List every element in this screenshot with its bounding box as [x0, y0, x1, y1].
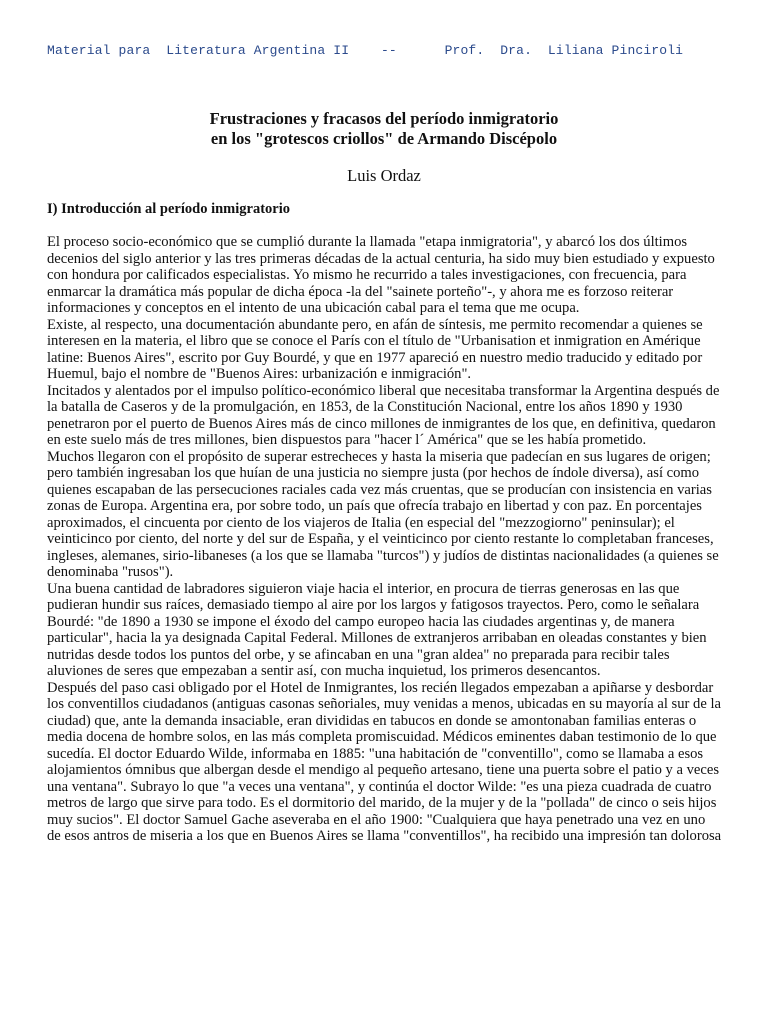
- paragraph: Muchos llegaron con el propósito de superar estrecheces y hasta la miseria que padecían en sus lugares de origen; pero también ingresaban los que huían de una justicia no siempre justa (por hechos de índole diversa), así como quienes escapaban de las persecuciones raciales cada vez más cruentas, que se producían con insistencia en varias zonas de Europa. Argentina era, por sobre todo, un país que ofrecía trabajo en libertad y con paz. En porcentajes aproximados, el cincuenta por ciento de los viajeros de Italia (en especial del "mezzogiorno" peninsular); el veinticinco por ciento, del norte y del sur de España, y el veinticinco por ciento restante lo completaban franceses, ingleses, alemanes, sirio-libaneses (a los que se llamaba "turcos") y judíos de distintas nacionalidades (a quienes se denominaba "rusos").: [47, 448, 719, 580]
- paragraph: Existe, al respecto, una documentación abundante pero, en afán de síntesis, me permito recomendar a quienes se interesen en la materia, el libro que se conoce el París con el título de "Urbanisation et inmigration en Amérique latine: Buenos Aires", escrito por Guy Bourdé, y que en 1977 apareció en nuestro medio traducido y editado por Huemul, bajo el nombre de "Buenos Aires: urbanización e inmigración".: [47, 316, 703, 382]
- title-line-2: en los "grotescos criollos" de Armando Discépolo: [210, 129, 558, 148]
- section-heading: I) Introducción al período inmigratorio: [47, 201, 291, 217]
- page-header: Material para Literatura Argentina II -- Prof. Dra. Liliana Pinciroli: [47, 43, 684, 58]
- paragraph: Una buena cantidad de labradores siguieron viaje hacia el interior, en procura de tierras generosas en las que pudieran hundir sus raíces, demasiado tiempo al aire por los largos y fatigosos trayectos. Pero, como le señalara Bourdé: "de 1890 a 1930 se impone el éxodo del campo europeo hacia las ciudades argentinas y, de manera particular", hacia la ya designada Capital Federal. Millones de extranjeros arribaban en oleadas constantes y bien nutridas desde todos los puntos del orbe, y se afincaban en una "gran aldea" no preparada para recibir tales aluviones de seres que empezaban a sentir así, con mucha inquietud, los primeros desencantos.: [47, 580, 707, 679]
- author-name: Luis Ordaz: [347, 166, 421, 185]
- paragraph: El proceso socio-económico que se cumplió durante la llamada "etapa inmigratoria", y abarcó los dos últimos decenios del siglo anterior y las tres primeras décadas de la actual centuria, ha sido muy bien estudiado y expuesto con hondura por calificados especialistas. Yo mismo he recurrido a tales investigaciones, con frecuencia, para enmarcar la dramática más popular de dicha época -la del "sainete porteño"-, y ahora me es forzoso reiterar informaciones y conceptos en el intento de una ubicación cabal para el tema que me ocupa.: [47, 234, 715, 316]
- paragraph: Después del paso casi obligado por el Hotel de Inmigrantes, los recién llegados empezaban a apiñarse y desbordar los conventillos ciudadanos (antiguas casonas señoriales, muy venidas a menos, ubicadas en su mayoría al sur de la ciudad) que, ante la demanda insaciable, eran divididas en tabucos en donde se amontonaban familias enteras o media docena de hombre solos, en las más completa promiscuidad. Médicos eminentes daban testimonio de lo que sucedía. El doctor Eduardo Wilde, informaba en 1885: "una habitación de "conventillo", como se llamaba a esos alojamientos ómnibus que albergan desde el mendigo al pequeño artesano, tiene una puerta sobre el patio y a veces una ventana". Subrayo lo que "a veces una ventana", y continúa el doctor Wilde: "es una pieza cuadrada de cuatro metros de largo que sirve para todo. Es el dormitorio del marido, de la mujer y de la "pollada" de cinco o seis hijos muy sucios". El doctor Samuel Gache aseveraba en el año 1900: "Cualquiera que haya penetrado una vez en uno de esos antros de miseria a los que en Buenos Aires se llama "conventillos", ha recibido una impresión tan dolorosa: [47, 679, 722, 844]
- title-line-1: Frustraciones y fracasos del período inmigratorio: [209, 109, 559, 128]
- article-body: [47, 234, 722, 845]
- article-title: [0, 109, 768, 149]
- paragraph: Incitados y alentados por el impulso político-económico liberal que necesitaba transformar la Argentina después de la batalla de Caseros y de la promulgación, en 1853, de la Constitución Nacional, entre los años 1890 y 1930 penetraron por el puerto de Buenos Aires más de cinco millones de inmigrantes de los que, en definitiva, quedaron en este suelo más de tres millones, bien dispuestos para "hacer l´ América" que se les había prometido.: [47, 382, 720, 448]
